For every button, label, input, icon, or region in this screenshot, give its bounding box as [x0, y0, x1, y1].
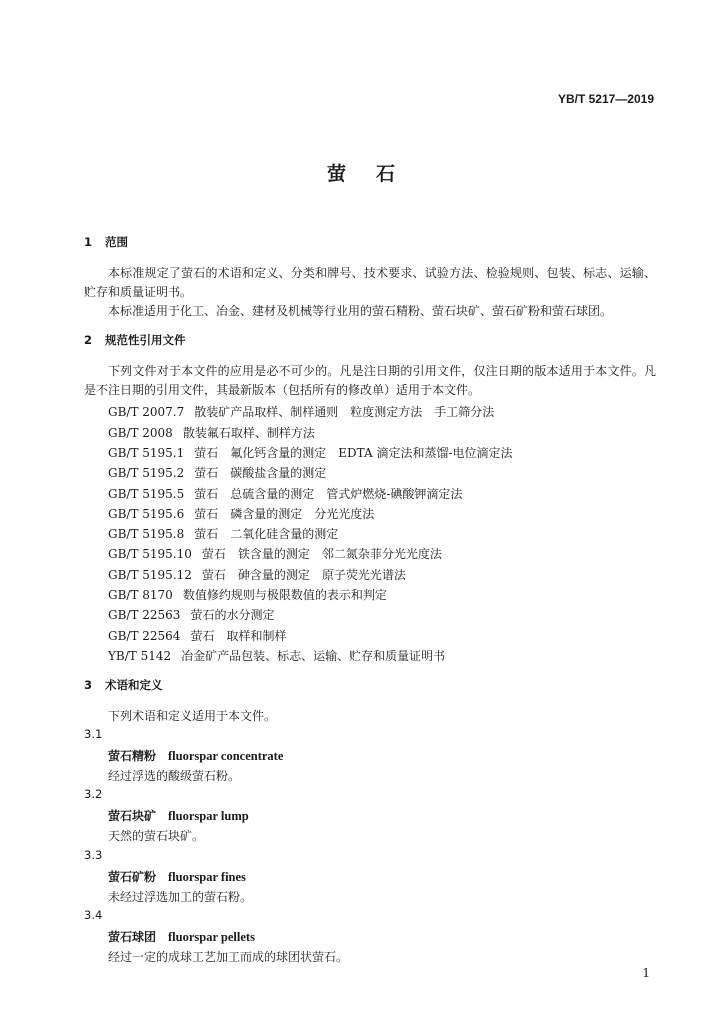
reference-code: GB/T 8170 — [108, 588, 173, 602]
term-english: fluorspar fines — [168, 870, 246, 884]
reference-code: GB/T 2008 — [108, 426, 173, 440]
scope-paragraph-1: 本标准规定了萤石的术语和定义、分类和牌号、技术要求、试验方法、检验规则、包装、标志、运输、贮存和质量证明书。 — [84, 266, 656, 299]
reference-code: YB/T 5142 — [108, 649, 172, 663]
reference-item — [108, 627, 286, 644]
section-heading-2 — [84, 332, 186, 348]
term-chinese: 萤石矿粉 — [108, 870, 157, 884]
reference-code: GB/T 5195.12 — [108, 568, 192, 582]
term-heading — [108, 928, 255, 945]
reference-item — [108, 647, 445, 664]
term-heading — [108, 747, 283, 764]
reference-item — [108, 485, 462, 502]
section-number: 3 — [84, 678, 93, 692]
reference-code: GB/T 22564 — [108, 629, 181, 643]
reference-title: 萤石 二氧化硅含量的测定 — [194, 527, 339, 541]
reference-item — [108, 566, 406, 583]
reference-title: 散装矿产品取样、制样通则 粒度测定方法 手工筛分法 — [194, 405, 495, 419]
standard-code: YB/T 5217—2019 — [557, 92, 654, 106]
term-number: 3.3 — [84, 848, 103, 862]
reference-title: 萤石 碳酸盐含量的测定 — [194, 466, 327, 480]
title-char-1: 萤 — [326, 163, 348, 185]
reference-title: 萤石 铁含量的测定 邻二氮杂菲分光光度法 — [201, 547, 442, 561]
normative-intro-paragraph: 下列文件对于本文件的应用是必不可少的。凡是注日期的引用文件，仅注日期的版本适用于本文件。凡是不注日期的引用文件，其最新版本（包括所有的修改单）适用于本文件。 — [84, 364, 656, 397]
term-number: 3.1 — [84, 727, 103, 741]
page-title — [0, 159, 724, 186]
section-title: 规范性引用文件 — [105, 333, 186, 347]
section-number: 1 — [84, 235, 93, 249]
reference-item — [108, 505, 374, 522]
section-heading-1 — [84, 234, 128, 250]
term-heading — [108, 868, 246, 885]
page-number: 1 — [642, 966, 650, 980]
scope-paragraph-2: 本标准适用于化工、冶金、建材及机械等行业用的萤石精粉、萤石块矿、萤石矿粉和萤石球团。 — [108, 304, 613, 318]
section-title: 术语和定义 — [105, 678, 163, 692]
term-number: 3.2 — [84, 787, 103, 801]
reference-item — [108, 525, 338, 542]
reference-title: 散装氟石取样、制样方法 — [182, 426, 315, 440]
term-chinese: 萤石精粉 — [108, 749, 157, 763]
reference-title: 数值修约规则与极限数值的表示和判定 — [182, 588, 387, 602]
reference-code: GB/T 22563 — [108, 608, 181, 622]
terms-intro: 下列术语和定义适用于本文件。 — [108, 709, 277, 723]
reference-title: 萤石 总硫含量的测定 管式炉燃烧-碘酸钾滴定法 — [194, 487, 463, 501]
reference-title: 萤石的水分测定 — [190, 608, 275, 622]
section-number: 2 — [84, 333, 93, 347]
reference-item — [108, 545, 442, 562]
reference-code: GB/T 5195.10 — [108, 547, 192, 561]
reference-item — [108, 444, 513, 461]
reference-code: GB/T 2007.7 — [108, 405, 185, 419]
term-definition: 经过浮选的酸级萤石粉。 — [108, 769, 241, 783]
reference-code: GB/T 5195.5 — [108, 487, 185, 501]
reference-item — [108, 424, 315, 441]
term-definition: 天然的萤石块矿。 — [108, 829, 205, 843]
reference-item — [108, 586, 387, 603]
reference-item — [108, 606, 274, 623]
title-char-2: 石 — [376, 163, 398, 185]
term-english: fluorspar concentrate — [168, 749, 284, 763]
reference-title: 萤石 砷含量的测定 原子荧光光谱法 — [201, 568, 406, 582]
reference-item — [108, 464, 326, 481]
reference-item — [108, 403, 494, 420]
term-definition: 经过一定的成球工艺加工而成的球团状萤石。 — [108, 950, 349, 964]
term-definition: 未经过浮选加工的萤石粉。 — [108, 890, 253, 904]
reference-code: GB/T 5195.2 — [108, 466, 185, 480]
section-title: 范围 — [105, 235, 128, 249]
reference-title: 冶金矿产品包装、标志、运输、贮存和质量证明书 — [181, 649, 446, 663]
term-chinese: 萤石球团 — [108, 930, 157, 944]
term-chinese: 萤石块矿 — [108, 809, 157, 823]
reference-title: 萤石 取样和制样 — [190, 629, 287, 643]
term-number: 3.4 — [84, 908, 103, 922]
reference-code: GB/T 5195.1 — [108, 446, 185, 460]
reference-title: 萤石 氟化钙含量的测定 EDTA 滴定法和蒸馏-电位滴定法 — [194, 446, 513, 460]
reference-code: GB/T 5195.8 — [108, 527, 185, 541]
term-english: fluorspar lump — [168, 809, 249, 823]
term-heading — [108, 807, 249, 824]
reference-title: 萤石 磷含量的测定 分光光度法 — [194, 507, 375, 521]
reference-code: GB/T 5195.6 — [108, 507, 185, 521]
term-english: fluorspar pellets — [168, 930, 255, 944]
section-heading-3 — [84, 677, 163, 693]
